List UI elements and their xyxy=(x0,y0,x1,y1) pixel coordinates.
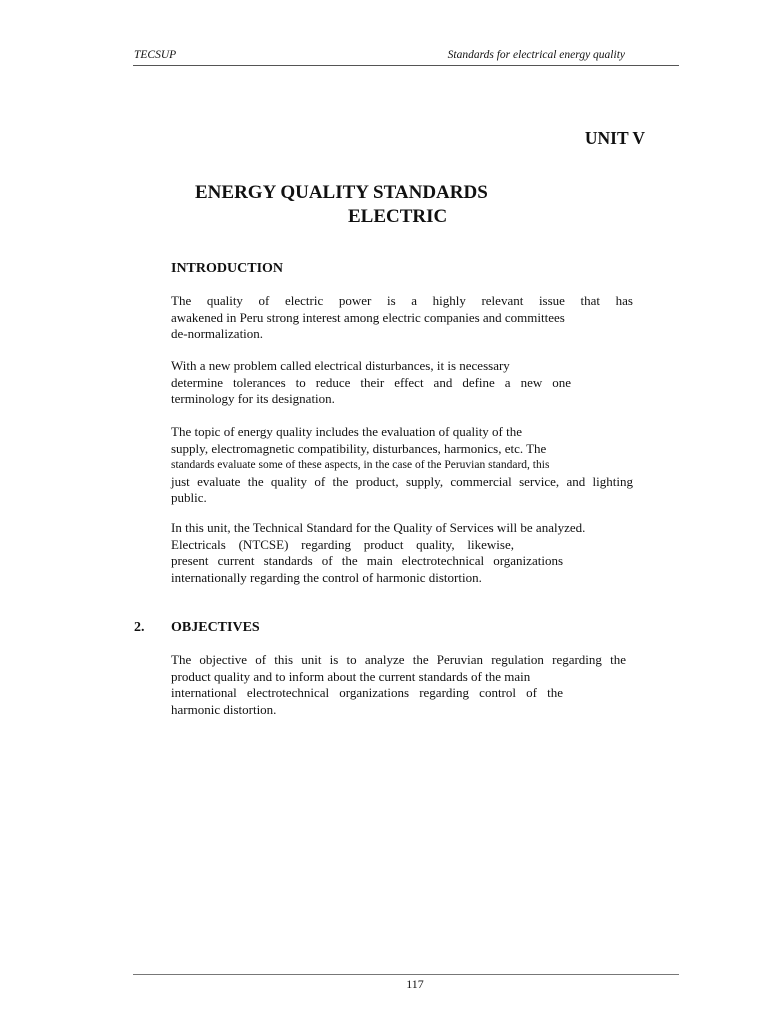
header-rule xyxy=(133,65,679,66)
paragraph-line: just evaluate the quality of the product, supply, commercial service, and lighting xyxy=(171,473,633,489)
header-right-text: Standards for electrical energy quality xyxy=(447,49,625,61)
intro-paragraph-2 xyxy=(171,358,633,408)
paragraph-line: The topic of energy quality includes the evaluation of quality of the xyxy=(171,424,523,439)
paragraph-line: public. xyxy=(171,490,207,505)
page-number: 117 xyxy=(406,977,424,991)
paragraph-line: awakened in Peru strong interest among electric companies and committees xyxy=(171,309,565,325)
intro-paragraph-3 xyxy=(171,424,633,507)
paragraph-line: standards evaluate some of these aspects, in the case of the Peruvian standard, this xyxy=(171,459,550,471)
document-title-line-1: ENERGY QUALITY STANDARDS xyxy=(195,182,488,203)
document-title-line-2: ELECTRIC xyxy=(348,206,448,227)
objectives-heading: OBJECTIVES xyxy=(171,620,260,635)
paragraph-line: product quality and to inform about the current standards of the main xyxy=(171,668,531,684)
objectives-paragraph xyxy=(171,652,633,718)
header-left-text: TECSUP xyxy=(134,49,177,61)
paragraph-line: de-normalization. xyxy=(171,326,264,341)
introduction-heading: INTRODUCTION xyxy=(171,261,284,276)
paragraph-line: determine tolerances to reduce their effect and define a new one xyxy=(171,374,571,390)
unit-label: UNIT V xyxy=(584,128,645,148)
section-number: 2. xyxy=(134,620,145,635)
paragraph-line: international electrotechnical organizations regarding control of the xyxy=(171,685,563,700)
paragraph-line: harmonic distortion. xyxy=(171,701,277,717)
footer-rule xyxy=(133,974,679,975)
paragraph-line: Electricals (NTCSE) regarding product quality, likewise, xyxy=(171,536,514,552)
paragraph-line: internationally regarding the control of harmonic distortion. xyxy=(171,569,482,585)
intro-paragraph-4 xyxy=(171,520,633,586)
paragraph-line: The objective of this unit is to analyze the Peruvian regulation regarding the xyxy=(171,652,626,667)
paragraph-line: present current standards of the main electrotechnical organizations xyxy=(171,553,563,568)
paragraph-line: In this unit, the Technical Standard for the Quality of Services will be analyzed. xyxy=(171,520,586,535)
paragraph-line: With a new problem called electrical disturbances, it is necessary xyxy=(171,358,510,373)
paragraph-line: The quality of electric power is a highly relevant issue that has xyxy=(171,293,633,308)
paragraph-line: terminology for its designation. xyxy=(171,391,335,406)
intro-paragraph-1 xyxy=(171,293,633,343)
paragraph-line: supply, electromagnetic compatibility, disturbances, harmonics, etc. The xyxy=(171,440,547,456)
